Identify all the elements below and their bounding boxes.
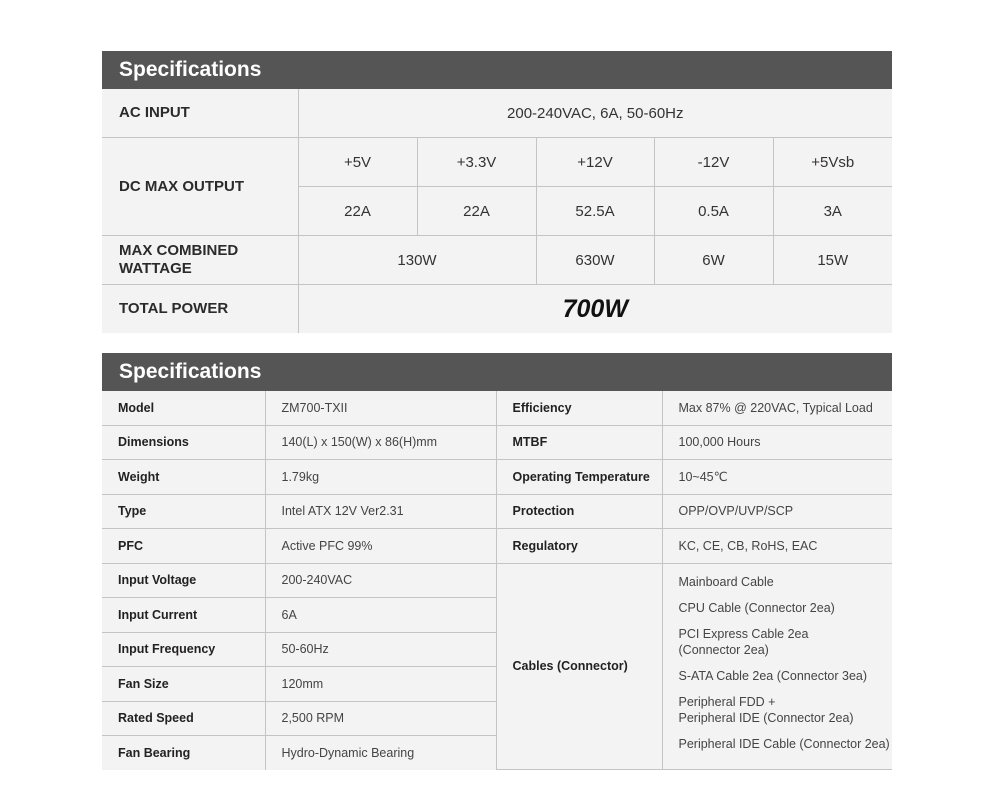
row-label: DC MAX OUTPUT [102,138,298,236]
combined-wattage: 6W [654,236,773,285]
rail-amps: 0.5A [654,187,773,236]
spec-value: 140(L) x 150(W) x 86(H)mm [265,425,496,460]
spec-key: Fan Bearing [102,736,265,770]
rail-label: +5Vsb [773,138,892,187]
table-row [102,563,892,598]
max-combined-wattage-label: MAX COMBINED WATTAGE [119,242,239,277]
table-row [102,285,892,334]
spec-key: Dimensions [102,425,265,460]
table-row [102,89,892,138]
cables-key: Cables (Connector) [496,563,662,770]
spec-value: 100,000 Hours [662,425,892,460]
table-row [102,391,892,425]
spec-key: Model [102,391,265,425]
table-row [102,236,892,285]
spec-value: Hydro-Dynamic Bearing [265,736,496,770]
cable-item: Mainboard Cable [678,574,774,589]
table-row [102,529,892,564]
cables-list [662,563,892,770]
spec-value: 120mm [265,667,496,702]
spec-key: Type [102,494,265,529]
total-power-value: 700W [298,285,892,334]
table-row [102,494,892,529]
spec-key: Weight [102,460,265,495]
spec-key: MTBF [496,425,662,460]
section-title: Specifications [102,51,892,89]
ac-input-value: 200-240VAC, 6A, 50-60Hz [298,89,892,138]
row-label [102,236,298,285]
cable-item: PCI Express Cable 2ea (Connector 2ea) [678,626,809,657]
rail-label: +5V [298,138,417,187]
combined-wattage: 630W [536,236,654,285]
general-spec-section [102,353,892,770]
power-spec-table [102,89,892,333]
spec-key: PFC [102,529,265,564]
spec-key: Input Frequency [102,632,265,667]
spec-value: Intel ATX 12V Ver2.31 [265,494,496,529]
spec-key: Fan Size [102,667,265,702]
power-spec-section [102,51,892,333]
rail-amps: 22A [298,187,417,236]
spec-value: ZM700-TXII [265,391,496,425]
spec-key: Rated Speed [102,701,265,736]
spec-value: OPP/OVP/UVP/SCP [662,494,892,529]
rail-label: +12V [536,138,654,187]
row-label: TOTAL POWER [102,285,298,334]
table-row [102,425,892,460]
cable-item: CPU Cable (Connector 2ea) [678,600,835,615]
cable-item: S-ATA Cable 2ea (Connector 3ea) [678,668,868,683]
spec-key: Regulatory [496,529,662,564]
combined-wattage: 130W [298,236,536,285]
spec-key: Input Voltage [102,563,265,598]
spec-value: Max 87% @ 220VAC, Typical Load [662,391,892,425]
cable-item: Peripheral FDD + Peripheral IDE (Connector 2ea) [678,694,854,725]
spec-value: 50-60Hz [265,632,496,667]
spec-key: Operating Temperature [496,460,662,495]
rail-amps: 52.5A [536,187,654,236]
spec-value: 10~45℃ [662,460,892,495]
table-row [102,138,892,187]
rail-label: -12V [654,138,773,187]
spec-value: 2,500 RPM [265,701,496,736]
table-row [102,460,892,495]
spec-value: Active PFC 99% [265,529,496,564]
rail-amps: 3A [773,187,892,236]
spec-value: 6A [265,598,496,633]
rail-label: +3.3V [417,138,536,187]
rail-amps: 22A [417,187,536,236]
spec-key: Efficiency [496,391,662,425]
spec-value: 200-240VAC [265,563,496,598]
spec-value: KC, CE, CB, RoHS, EAC [662,529,892,564]
combined-wattage: 15W [773,236,892,285]
spec-key: Input Current [102,598,265,633]
general-spec-table [102,391,892,770]
section-title: Specifications [102,353,892,391]
cable-item: Peripheral IDE Cable (Connector 2ea) [678,736,890,751]
spec-value: 1.79kg [265,460,496,495]
row-label: AC INPUT [102,89,298,138]
spec-key: Protection [496,494,662,529]
